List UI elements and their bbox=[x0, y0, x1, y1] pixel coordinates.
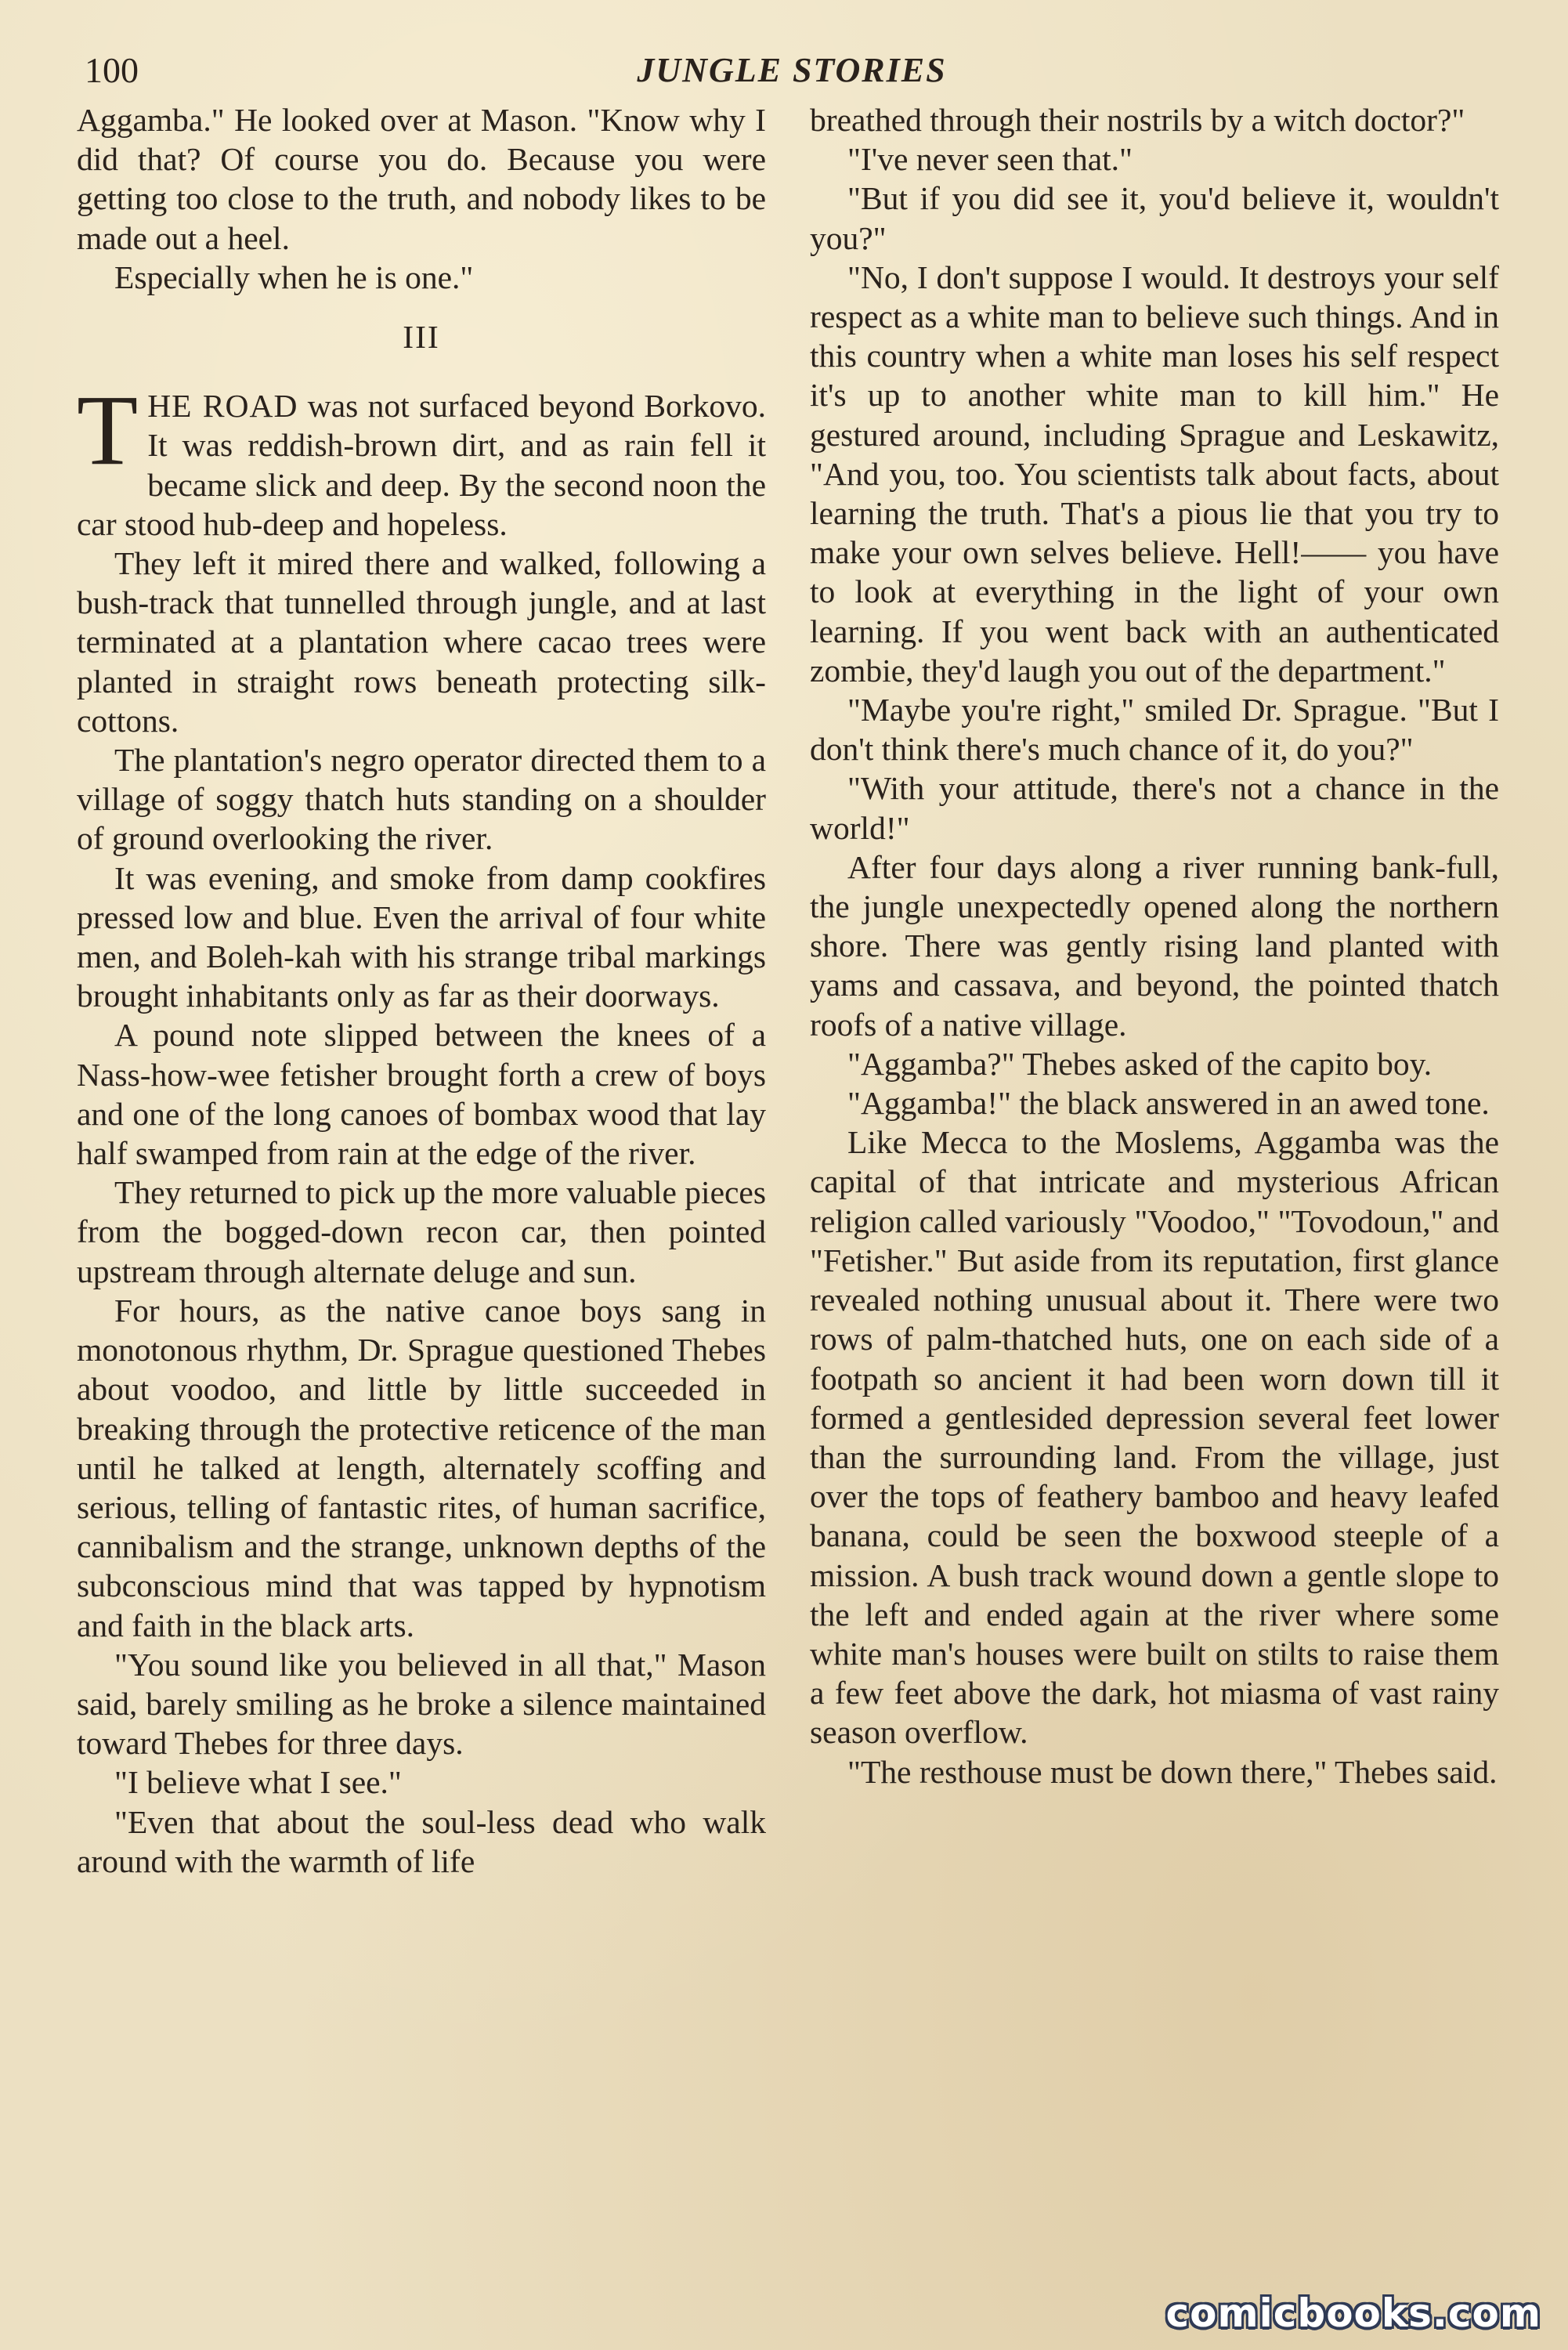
page-header bbox=[75, 49, 1508, 92]
running-title: JUNGLE STORIES bbox=[637, 51, 947, 89]
paragraph: "But if you did see it, you'd believe it, wouldn't you?" bbox=[810, 180, 1499, 256]
paragraph: Aggamba." He looked over at Mason. "Know why I did that? Of course you do. Because you were getting too close to the truth, and nobody likes to be made out a heel. bbox=[77, 102, 766, 256]
paragraph: Like Mecca to the Moslems, Aggamba was the capital of that intricate and mysterious African religion called variously "Voodoo," "Tovodoun," and "Fetisher." But aside from its reputation, first glance revealed nothing unusual about it. There were two rows of palm-thatched huts, one on each side of a footpath so ancient it had been worn down till it formed a gentlesided depression several feet lower than the surrounding land. From the village, just over the tops of feathery bamboo and heavy leafed banana, could be seen the boxwood steeple of a mission. A bush track wound down a gentle slope to the left and ended again at the river where some white man's houses were built on stilts to raise them a few feet above the dark, hot miasma of vast rainy season overflow. bbox=[810, 1124, 1499, 1751]
paragraph: "With your attitude, there's not a chance in the world!" bbox=[810, 770, 1499, 846]
watermark-logo: comicbooks.com bbox=[1165, 2290, 1541, 2336]
left-column bbox=[77, 100, 766, 1881]
page-number: 100 bbox=[85, 50, 139, 90]
paragraph: It was evening, and smoke from damp cookfires pressed low and blue. Even the arrival of four white men, and Boleh-kah with his strange tribal markings brought inhabitants only as far as their doorways. bbox=[77, 859, 766, 1014]
paragraph: "Even that about the soul-less dead who walk around with the warmth of life bbox=[77, 1803, 766, 1879]
paragraph: They left it mired there and walked, following a bush-track that tunnelled through jungle, and at last terminated at a plantation where cacao trees were planted in straight rows beneath protecting silk-cottons. bbox=[77, 545, 766, 739]
paragraph-text: was not surfaced beyond Borkovo. It was reddish-brown dirt, and as rain fell it became slick and deep. By the second noon the car stood hub-deep and hopeless. bbox=[77, 388, 766, 542]
paragraph: breathed through their nostrils by a witch doctor?" bbox=[810, 102, 1465, 138]
paragraph: "No, I don't suppose I would. It destroys your self respect as a white man to believe such things. And in this country when a white man loses his self respect it's up to another white man to kill him." He gestured around, including Sprague and Leskawitz, "And you, too. You scientists talk about facts, about learning the truth. That's a pious lie that you try to make your own selves believe. Hell!—— you have to look at everything in the light of your own learning. If you went back with an authenticated zombie, they'd laugh you out of the department." bbox=[810, 258, 1499, 689]
paragraph: They returned to pick up the more valuable pieces from the bogged-down recon car, then pointed upstream through alternate deluge and sun. bbox=[77, 1174, 766, 1289]
right-column bbox=[810, 100, 1499, 1791]
opening-paragraph bbox=[77, 374, 766, 544]
drop-cap: T bbox=[77, 374, 139, 486]
paragraph: After four days along a river running bank-full, the jungle unexpectedly opened along the northern shore. There was gently rising land planted with yams and cassava, and beyond, the pointed thatch roofs of a native village. bbox=[810, 848, 1499, 1043]
section-heading: III bbox=[403, 319, 440, 356]
paragraph: "Aggamba!" the black answered in an awed tone. bbox=[847, 1085, 1490, 1122]
paragraph: "You sound like you believed in all that," Mason said, barely smiling as he broke a silence maintained toward Thebes for three days. bbox=[77, 1646, 766, 1762]
paragraph: "I've never seen that." bbox=[847, 141, 1133, 178]
paragraph: For hours, as the native canoe boys sang in monotonous rhythm, Dr. Sprague questioned Thebes about voodoo, and little by little succeeded in breaking through the protective reticence of the man until he talked at length, alternately scoffing and serious, telling of fantastic rites, of human sacrifice, cannibalism and the strange, unknown depths of the subconscious mind that was tapped by hypnotism and faith in the black arts. bbox=[77, 1292, 766, 1643]
paragraph: A pound note slipped between the knees of a Nass-how-wee fetisher brought forth a crew of boys and one of the long canoes of bombax wood that lay half swamped from rain at the edge of the river. bbox=[77, 1017, 766, 1172]
small-caps-lead: HE ROAD bbox=[147, 388, 298, 425]
paragraph: "The resthouse must be down there," Thebes said. bbox=[847, 1753, 1498, 1790]
paragraph: "Maybe you're right," smiled Dr. Sprague. "But I don't think there's much chance of it, do you?" bbox=[810, 692, 1499, 768]
paragraph: The plantation's negro operator directed them to a village of soggy thatch huts standing on a shoulder of ground overlooking the river. bbox=[77, 742, 766, 857]
paragraph: "Aggamba?" Thebes asked of the capito boy. bbox=[847, 1045, 1433, 1082]
paragraph: "I believe what I see." bbox=[114, 1764, 402, 1801]
paragraph: Especially when he is one." bbox=[114, 258, 474, 295]
